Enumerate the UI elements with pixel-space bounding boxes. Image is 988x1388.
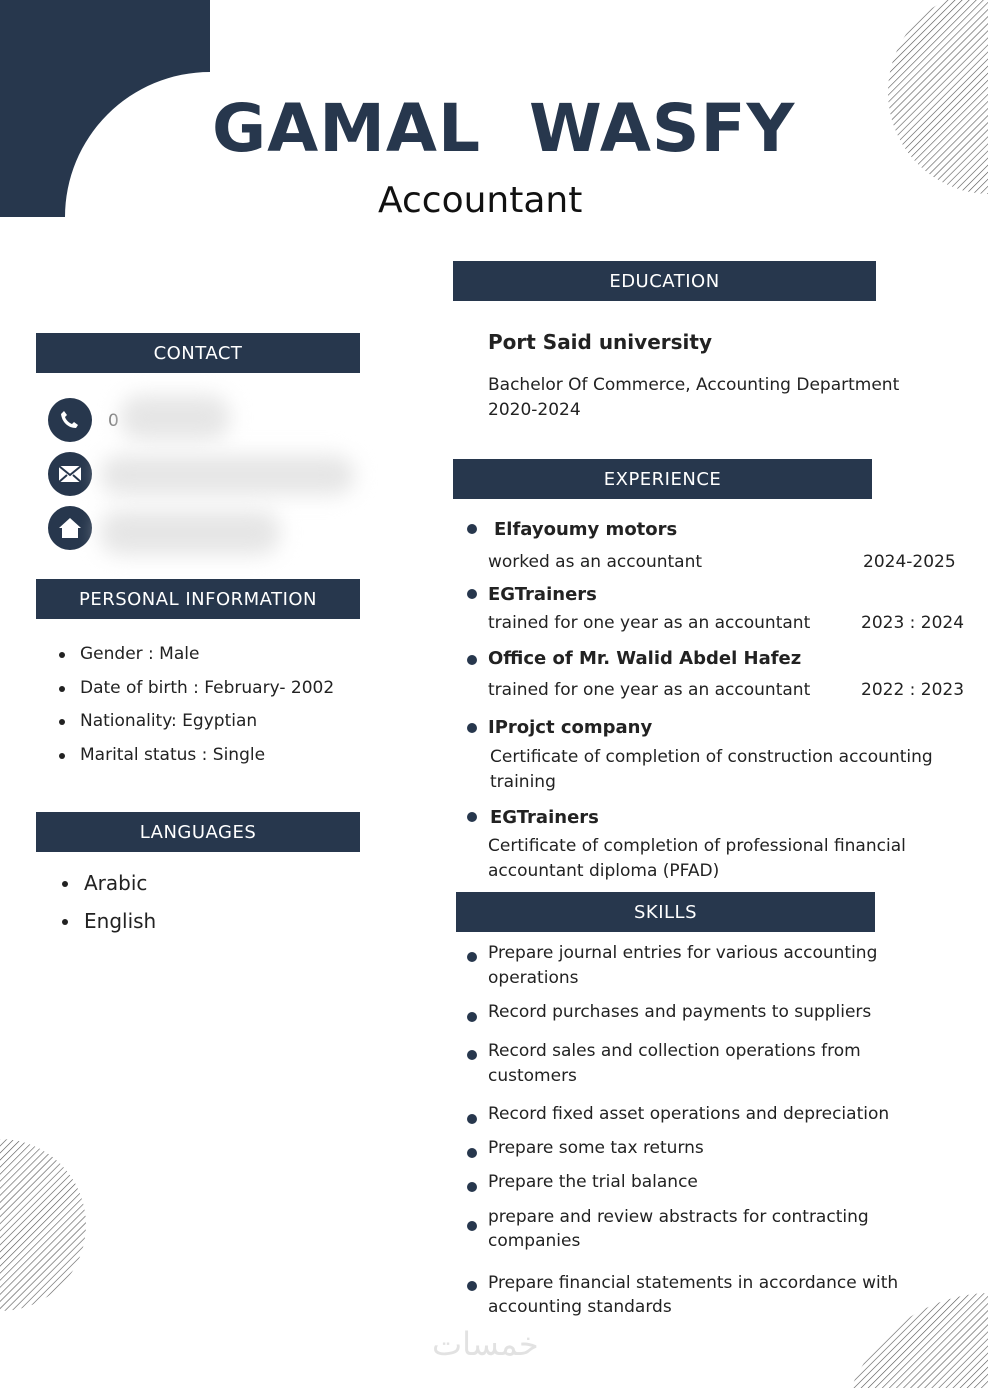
- experience-heading: EXPERIENCE: [453, 459, 872, 499]
- company-name: Office of Mr. Walid Abdel Hafez: [488, 648, 802, 669]
- list-item: Date of birth : February- 2002: [80, 678, 335, 698]
- company-name: Elfayoumy motors: [494, 519, 678, 540]
- envelope-icon: [48, 452, 92, 496]
- skill-item-cont: accounting standards: [488, 1297, 672, 1317]
- company-name: EGTrainers: [488, 584, 597, 605]
- corner-shape: [0, 0, 210, 217]
- skill-item-cont: companies: [488, 1231, 581, 1251]
- company-name: EGTrainers: [490, 807, 599, 828]
- experience-desc: accountant diploma (PFAD): [488, 861, 720, 881]
- experience-desc: training: [490, 772, 556, 792]
- candidate-name: GAMAL WASFY: [212, 90, 796, 167]
- experience-date: 2022 : 2023: [861, 680, 965, 700]
- bullet: [467, 1148, 477, 1158]
- bullet: [59, 753, 65, 759]
- list-item: Gender : Male: [80, 644, 200, 664]
- hatched-circle-bottom-right: [851, 1293, 988, 1388]
- phone-redacted: [120, 395, 230, 440]
- languages-heading: LANGUAGES: [36, 812, 360, 852]
- experience-date: 2023 : 2024: [861, 613, 965, 633]
- company-name: IProjct company: [488, 717, 653, 738]
- bullet: [467, 1281, 477, 1291]
- bullet: [59, 652, 65, 658]
- skill-item: Record purchases and payments to suppliers: [488, 1002, 872, 1022]
- bullet: [59, 686, 65, 692]
- skill-item: prepare and review abstracts for contracting: [488, 1207, 869, 1227]
- language-item: Arabic: [84, 871, 148, 895]
- bullet: [467, 1114, 477, 1124]
- experience-date: 2024-2025: [863, 552, 956, 572]
- list-item: Nationality: Egyptian: [80, 711, 258, 731]
- skill-item: Prepare journal entries for various accounting: [488, 943, 878, 963]
- bullet: [467, 524, 477, 534]
- skill-item: Prepare some tax returns: [488, 1138, 704, 1158]
- bullet: [467, 812, 477, 822]
- hatched-circle-top-right: [888, 0, 988, 194]
- experience-desc: Certificate of completion of professional financial: [488, 836, 906, 856]
- experience-desc: trained for one year as an accountant: [488, 613, 811, 633]
- skill-item: Prepare the trial balance: [488, 1172, 698, 1192]
- hatched-circle-bottom-left: [0, 1139, 86, 1311]
- education-heading: EDUCATION: [453, 261, 876, 301]
- degree: Bachelor Of Commerce, Accounting Department: [488, 375, 900, 395]
- experience-desc: worked as an accountant: [488, 552, 703, 572]
- bullet: [467, 1182, 477, 1192]
- experience-desc: trained for one year as an accountant: [488, 680, 811, 700]
- watermark-logo: خمسات: [432, 1325, 539, 1363]
- skill-item: Prepare financial statements in accordance with: [488, 1273, 899, 1293]
- bullet: [62, 881, 68, 887]
- bullet: [467, 952, 477, 962]
- personal-information-heading: PERSONAL INFORMATION: [36, 579, 360, 619]
- bullet: [62, 919, 68, 925]
- language-item: English: [84, 909, 157, 933]
- school-name: Port Said university: [488, 330, 712, 354]
- education-years: 2020-2024: [488, 400, 581, 420]
- skill-item-cont: operations: [488, 968, 579, 988]
- bullet: [59, 719, 65, 725]
- email-redacted: [100, 455, 355, 495]
- bullet: [467, 723, 477, 733]
- bullet: [467, 1221, 477, 1231]
- skill-item: Record fixed asset operations and depreciation: [488, 1104, 890, 1124]
- address-redacted: [100, 510, 280, 555]
- job-title: Accountant: [378, 180, 583, 221]
- phone-value: 0: [108, 411, 119, 431]
- bullet: [467, 655, 477, 665]
- bullet: [467, 589, 477, 599]
- skill-item-cont: customers: [488, 1066, 577, 1086]
- bullet: [467, 1050, 477, 1060]
- bullet: [467, 1012, 477, 1022]
- skill-item: Record sales and collection operations from: [488, 1041, 861, 1061]
- contact-heading: CONTACT: [36, 333, 360, 373]
- list-item: Marital status : Single: [80, 745, 266, 765]
- skills-heading: SKILLS: [456, 892, 875, 932]
- experience-desc: Certificate of completion of construction accounting: [490, 747, 933, 767]
- phone-icon: [48, 398, 92, 442]
- home-icon: [48, 506, 92, 550]
